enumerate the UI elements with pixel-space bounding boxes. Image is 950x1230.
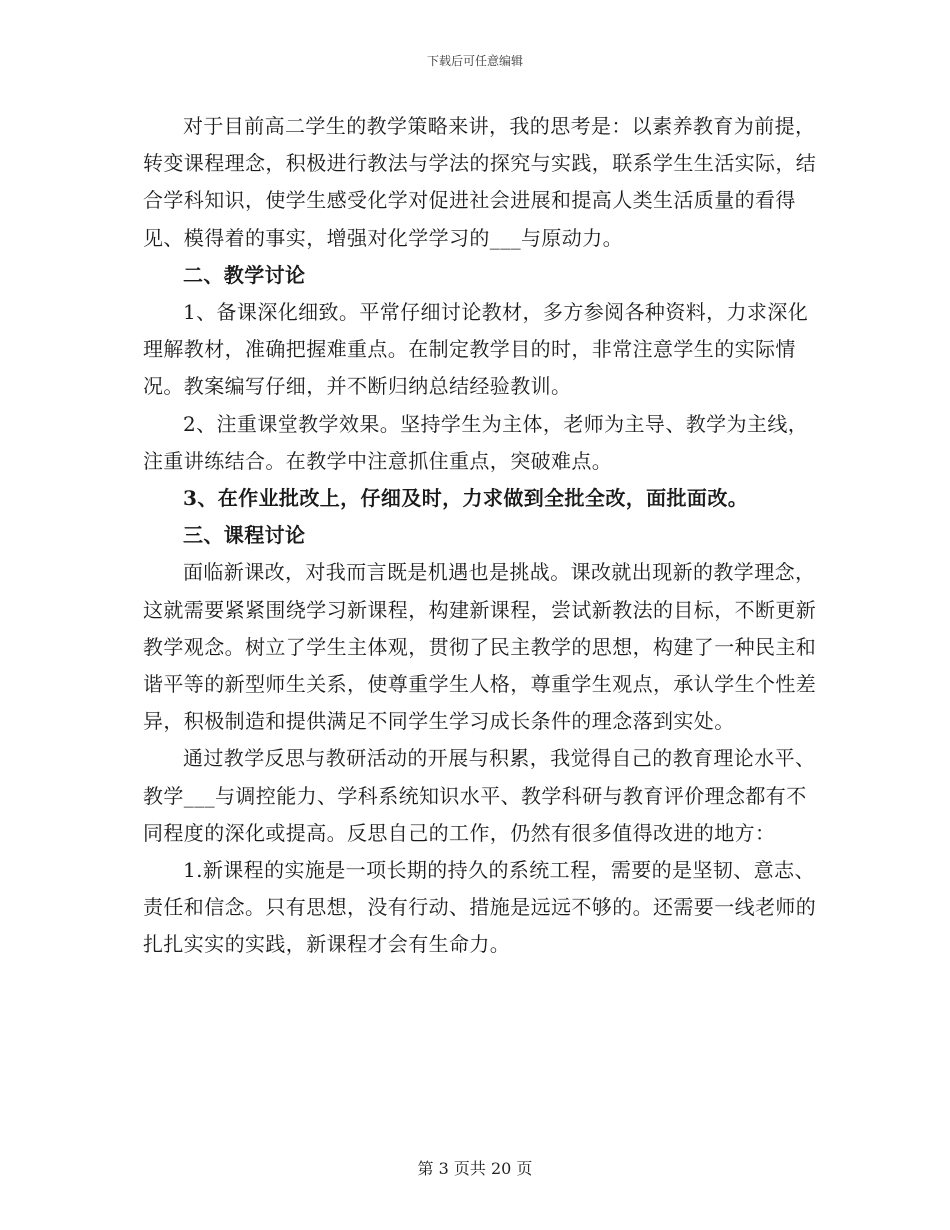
- paragraph-homework-correction: 3、在作业批改上，仔细及时，力求做到全批全改，面批面改。: [183, 486, 749, 511]
- page-header: 下载后可任意编辑: [426, 54, 523, 68]
- document-body: [143, 108, 823, 964]
- section-heading-curriculum: 三、课程讨论: [183, 523, 306, 548]
- section-heading-teaching: 二、教学讨论: [183, 262, 306, 287]
- paragraph-new-curriculum: 面临新课改，对我而言既是机遇也是挑战。课改就出现新的教学理念，这就需要紧紧围绕学习新课程，构建新课程，尝试新教法的目标，不断更新教学观念。树立了学生主体观，贯彻了民主教学的思想，构建了一种民主和谐平等的新型师生关系，使尊重学生人格，尊重学生观点，承认学生个性差异，积极制造和提供满足不同学生学习成长条件的理念落到实处。: [143, 560, 817, 734]
- page-footer: 第 3 页共 20 页: [417, 1159, 533, 1178]
- paragraph-strategy: 对于目前高二学生的教学策略来讲，我的思考是：以素养教育为前提，转变课程理念，积极进行教法与学法的探究与实践，联系学生生活实际，结合学科知识，使学生感受化学对促进社会进展和提高人类生活质量的看得见、模得着的事实，增强对化学学习的___与原动力。: [143, 114, 817, 250]
- paragraph-reflection: 通过教学反思与教研活动的开展与积累，我觉得自己的教育理论水平、教学___与调控能力、学科系统知识水平、教学科研与教育评价理念都有不同程度的深化或提高。反思自己的工作，仍然有很多值得改进的地方：: [143, 746, 816, 845]
- paragraph-classroom-effect: 2、注重课堂教学效果。坚持学生为主体，老师为主导、教学为主线，注重讲练结合。在教学中注意抓住重点，突破难点。: [143, 411, 809, 473]
- paragraph-lesson-prep: 1、备课深化细致。平常仔细讨论教材，多方参阅各种资料，力求深化理解教材，准确把握难重点。在制定教学目的时，非常注意学生的实际情况。教案编写仔细，并不断归纳总结经验教训。: [143, 300, 809, 399]
- paragraph-implementation: 1.新课程的实施是一项长期的持久的系统工程，需要的是坚韧、意志、责任和信念。只有思想，没有行动、措施是远远不够的。还需要一线老师的扎扎实实的实践，新课程才会有生命力。: [143, 858, 817, 957]
